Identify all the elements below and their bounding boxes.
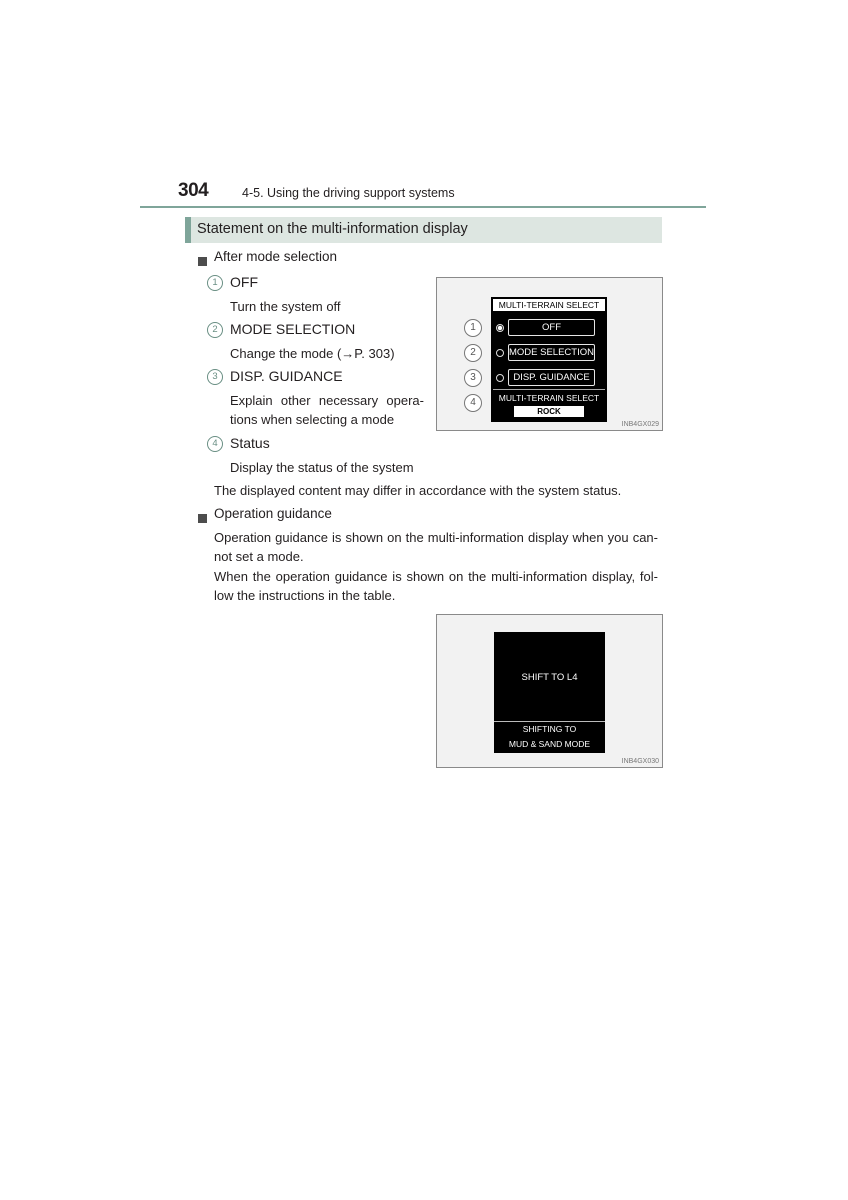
section-title: Statement on the multi-information display	[197, 221, 468, 237]
status-value: ROCK	[514, 406, 584, 417]
guidance-para1-line2: not set a mode.	[214, 549, 304, 564]
item-mode-selection-desc: Change the mode (→P. 303)	[230, 346, 395, 361]
figure-shift-guidance	[436, 614, 663, 768]
figure-code: INB4GX030	[621, 758, 659, 765]
callout-4-icon: 4	[464, 394, 482, 412]
status-line-1: SHIFTING TO	[522, 724, 577, 734]
mode-selection-option: MODE SELECTION	[508, 344, 595, 361]
status-line-2: MUD & SAND MODE	[508, 739, 591, 749]
chapter-title: 4-5. Using the driving support systems	[242, 186, 455, 200]
screen-divider	[494, 721, 605, 722]
callout-1-icon: 1	[207, 275, 223, 291]
callout-2-icon: 2	[464, 344, 482, 362]
radio-selected-icon	[496, 324, 504, 332]
guidance-para1-line1: Operation guidance is shown on the multi-information display when you can-	[214, 530, 658, 545]
guidance-para2-line1: When the operation guidance is shown on the multi-information display, fol-	[214, 569, 658, 584]
figure-code: INB4GX029	[621, 421, 659, 428]
callout-4-icon: 4	[207, 436, 223, 452]
screen-title: MULTI-TERRAIN SELECT	[493, 299, 605, 311]
item-off-desc: Turn the system off	[230, 299, 341, 314]
guidance-para2-line2: low the instructions in the table.	[214, 588, 396, 603]
item-disp-guidance-desc-1: Explain other necessary opera-	[230, 393, 424, 408]
screen-divider	[493, 389, 605, 390]
header-rule	[140, 206, 706, 208]
disp-guidance-option: DISP. GUIDANCE	[508, 369, 595, 386]
square-bullet-icon	[198, 253, 207, 271]
after-mode-heading: After mode selection	[214, 249, 338, 264]
radio-icon	[496, 374, 504, 382]
guidance-message: SHIFT TO L4	[521, 672, 578, 683]
item-mode-selection-label: MODE SELECTION	[230, 321, 356, 337]
callout-1-icon: 1	[464, 319, 482, 337]
item-status-desc: Display the status of the system	[230, 460, 414, 475]
display-note: The displayed content may differ in accordance with the system status.	[214, 483, 622, 498]
item-status-label: Status	[230, 435, 270, 451]
callout-3-icon: 3	[464, 369, 482, 387]
figure-multi-terrain-select	[436, 277, 663, 431]
off-option: OFF	[508, 319, 595, 336]
operation-guidance-heading: Operation guidance	[214, 506, 332, 521]
status-label: MULTI-TERRAIN SELECT	[498, 393, 600, 403]
radio-icon	[496, 349, 504, 357]
item-disp-guidance-desc-2: tions when selecting a mode	[230, 412, 395, 427]
square-bullet-icon	[198, 510, 207, 528]
item-disp-guidance-label: DISP. GUIDANCE	[230, 368, 343, 384]
callout-3-icon: 3	[207, 369, 223, 385]
item-off-label: OFF	[230, 274, 258, 290]
callout-2-icon: 2	[207, 322, 223, 338]
display-screen	[494, 632, 605, 753]
page-number: 304	[178, 180, 209, 201]
display-screen	[491, 297, 607, 422]
